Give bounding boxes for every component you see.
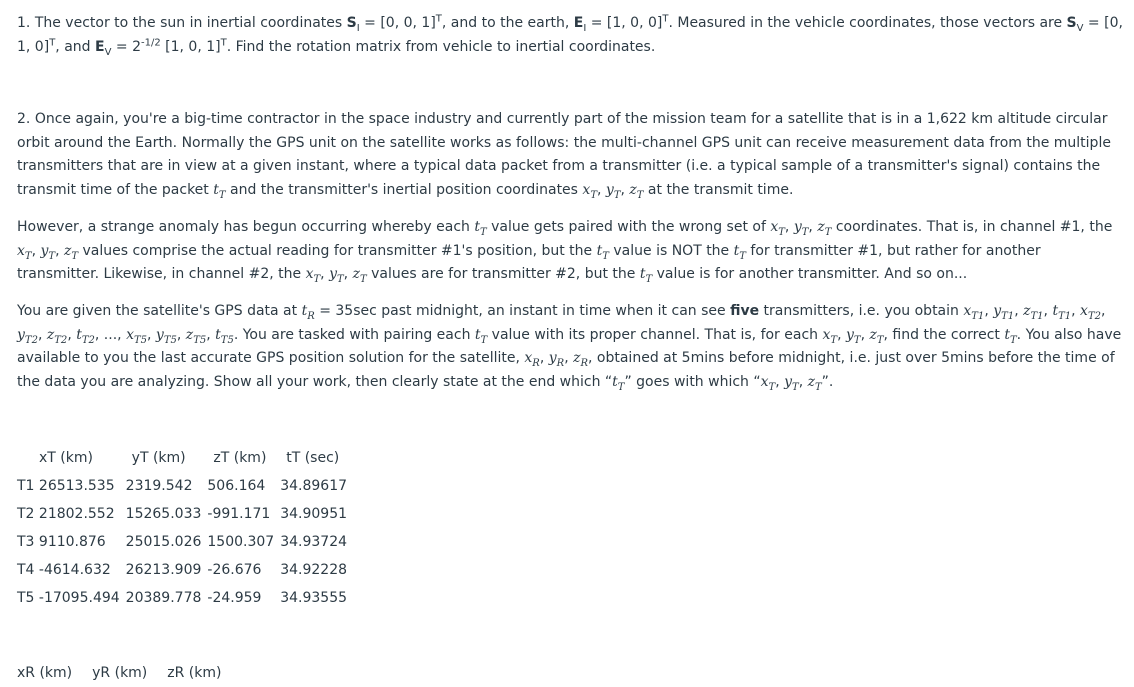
table-cell: T2 21802.552: [17, 506, 115, 522]
table-header-row: [15, 443, 351, 472]
table-cell: 25015.026: [125, 534, 202, 550]
table-header-row: [15, 660, 239, 686]
column-header: xR (km): [17, 665, 73, 681]
column-header: zT (km): [213, 449, 267, 466]
column-header: yT (km): [131, 449, 186, 466]
problem-2-paragraph-2: However, a strange anomaly has begun occurring whereby each $t_T$ value gets paired with the wrong set of $x_T$, $y_T$, $z_T$ coordinates. That is, in channel #1, the $x_T$, $y_T$, $z_T$ values comprise the actual reading for transmitter #1's position, but the $t_T$ value is NOT the $t_T$ for transmitter #1, but rather for another transmitter. Likewise, in channel #2, the $x_T$, $y_T$, $z_T$ values are for transmitter #2, but the $t_T$ value is for another transmitter. And so on...: [17, 219, 1113, 285]
table-cell: 26213.909: [125, 562, 202, 578]
problem-1-text: 1. The vector to the sun in inertial coordinates $S_I = [0$, 0, 1]$^T$, and to the earth, $E_I = [1$, 0, 0]$^T$. Measured in the vehicle coordinates, those vectors are $S_V = [0$, 1, 0]$^T$, and $E_V = 2^{-1/2}$ [1, 0, 1]$^T$. Find the rotation matrix from vehicle to inertial coordinates.: [17, 13, 1123, 58]
receiver-position-table: [15, 660, 239, 686]
table-cell: T1 26513.535: [17, 478, 115, 494]
table-cell: -26.676: [207, 562, 262, 578]
gps-data-table: [15, 443, 351, 612]
table-cell: 34.89617: [280, 478, 348, 494]
problem-2-paragraph-3: You are given the satellite's GPS data at $t_R = 35\sec$ past midnight, an instant in time when it can see five transmitters, i.e. you obtain $x_{T1}$, $y_{T1}$, $z_{T1}$, $t_{T1}$, $x_{T2}$, $y_{T2}$, $z_{T2}$, $t_{T2}$, ..., $x_{T5}$, $y_{T5}$, $z_{T5}$, $t_{T5}$. You are tasked with pairing each $t_T$ value with its proper channel. That is, for each $x_T$, $y_T$, $z_T$, find the correct $t_T$. You also have available to you the last accurate GPS position solution for the satellite, $x_R$, $y_R$, $z_R$, obtained at 5mins before midnight, i.e. just over 5mins before the time of the data you are analyzing. Show all your work, then clearly state at the end which “$t_T$” goes with which “$x_T$, $y_T$, $z_T$”.: [17, 303, 1122, 393]
table-cell: 15265.033: [125, 506, 202, 522]
table-cell: 34.93555: [280, 590, 348, 606]
table-row: [15, 500, 351, 528]
problem-2-paragraph-1: 2. Once again, you're a big-time contractor in the space industry and currently part of the mission team for a satellite that is in a 1,622 km altitude circular orbit around the Earth. Normally the GPS unit on the satellite works as follows: the multi-channel GPS unit can receive measurement data from the multiple transmitters that are in view at a given instant, where a typical data packet from a transmitter (i.e. a typical sample of a transmitter's signal) contains the transmit time of the packet $t_T$ and the transmitter's inertial position coordinates $x_T$, $y_T$, $z_T$ at the transmit time.: [17, 111, 1111, 201]
table-cell: -991.171: [207, 506, 271, 522]
column-header: yR (km): [92, 665, 148, 681]
table-cell: 34.93724: [280, 534, 348, 550]
table-cell: -24.959: [207, 590, 262, 606]
column-header: xT (km): [39, 449, 93, 466]
table-cell: 34.90951: [280, 506, 348, 522]
table-cell: 1500.307: [207, 534, 275, 550]
table-row: [15, 472, 351, 500]
table-row: [15, 528, 351, 556]
column-header: tT (sec): [286, 449, 340, 466]
column-header: zR (km): [167, 665, 222, 681]
table-cell: T4 -4614.632: [17, 562, 111, 578]
table-row: [15, 556, 351, 584]
table-cell: 34.92228: [280, 562, 348, 578]
table-cell: 2319.542: [125, 478, 193, 494]
table-cell: 506.164: [207, 478, 266, 494]
table-row: [15, 584, 351, 612]
table-cell: 20389.778: [125, 590, 202, 606]
table-cell: T3 9110.876: [17, 534, 106, 550]
table-cell: T5 -17095.494: [17, 590, 120, 606]
